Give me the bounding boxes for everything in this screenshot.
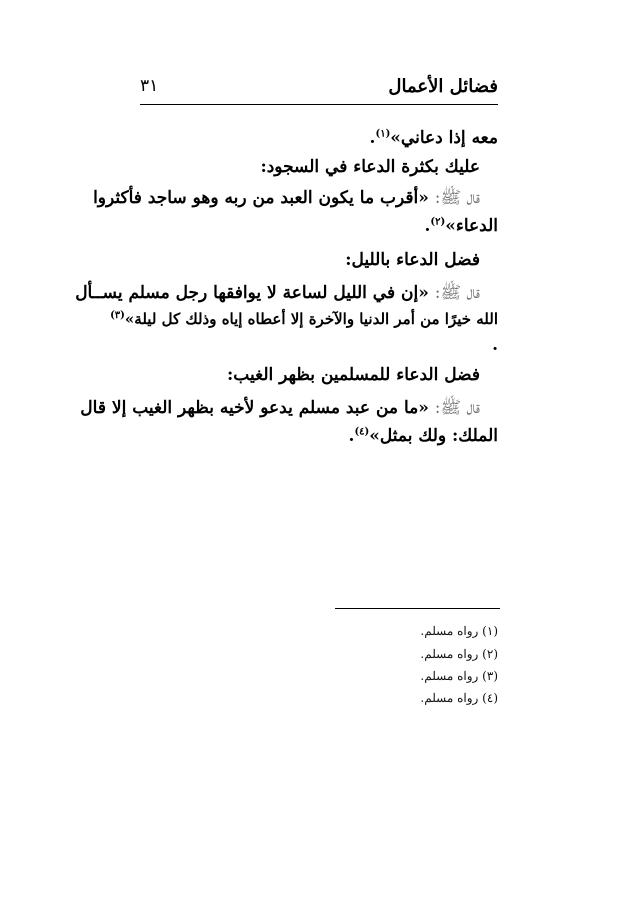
hadith-3-lead: قال ﷺ:: [434, 398, 480, 418]
footnote-divider: [335, 608, 500, 609]
footnote-3-num: (٣): [482, 669, 498, 683]
footnote-3-text: رواه مسلم.: [420, 669, 479, 683]
footnote-1-num: (١): [482, 624, 498, 638]
hadith-2-lead: قال ﷺ:: [434, 283, 480, 303]
heading-night: فضل الدعاء بالليل:: [345, 250, 480, 270]
hadith-1-text: «أقرب ما يكون العبد من ربه وهو ساجد فأكثروا: [93, 188, 429, 208]
footnote-ref-1: (١): [375, 128, 391, 140]
hadith-3-end: .: [348, 426, 355, 446]
hadith-1-lead: قال ﷺ:: [434, 188, 480, 208]
hadith-2-text: «إن في الليل لساعة لا يوافقها رجل مسلم يســأل: [75, 283, 429, 303]
footnote-1-text: رواه مسلم.: [420, 624, 479, 638]
hadith-3-line-2: [138, 426, 498, 446]
hadith-3-line-1: [80, 397, 480, 422]
footnote-ref-2: (٢): [430, 216, 446, 228]
page-header: [140, 68, 498, 105]
body-line-1: [138, 128, 498, 148]
hadith-1-end: .: [424, 216, 431, 236]
hadith-2-line-1: [75, 282, 480, 307]
heading-sujood: عليك بكثرة الدعاء في السجود:: [260, 157, 480, 177]
footnote-ref-4: (٤): [354, 426, 370, 438]
footnote-2-num: (٢): [482, 647, 498, 661]
page-number: ٣١: [140, 76, 159, 96]
footnote-2: [420, 647, 498, 661]
footnote-4-text: رواه مسلم.: [420, 691, 479, 705]
footnote-4: [420, 691, 498, 705]
heading-ghaib: فضل الدعاء للمسلمين بظهر الغيب:: [227, 365, 480, 385]
hadith-2-line-2: [110, 310, 498, 328]
footnote-2-text: رواه مسلم.: [420, 647, 479, 661]
hadith-1-text-2: الدعاء»: [445, 216, 498, 236]
line1-end: .: [369, 128, 376, 148]
hadith-2-end: .: [492, 335, 498, 355]
footnote-3: [420, 669, 498, 683]
footnote-1: [420, 624, 498, 638]
footnote-4-num: (٤): [482, 691, 498, 705]
book-title: فضائل الأعمال: [388, 76, 498, 97]
footnote-ref-3: (٣): [110, 310, 125, 321]
hadith-1-line-1: [93, 187, 480, 212]
hadith-3-text: «ما من عبد مسلم يدعو لأخيه بظهر الغيب إلا قال: [80, 398, 429, 418]
hadith-2-text-2: الله خيرًا من أمر الدنيا والآخرة إلا أعطاه إياه وذلك كل ليلة»: [124, 310, 498, 328]
hadith-3-text-2: الملك: ولك بمثل»: [369, 426, 498, 446]
line1-text: معه إذا دعاني»: [390, 128, 498, 148]
hadith-1-line-2: [138, 216, 498, 236]
